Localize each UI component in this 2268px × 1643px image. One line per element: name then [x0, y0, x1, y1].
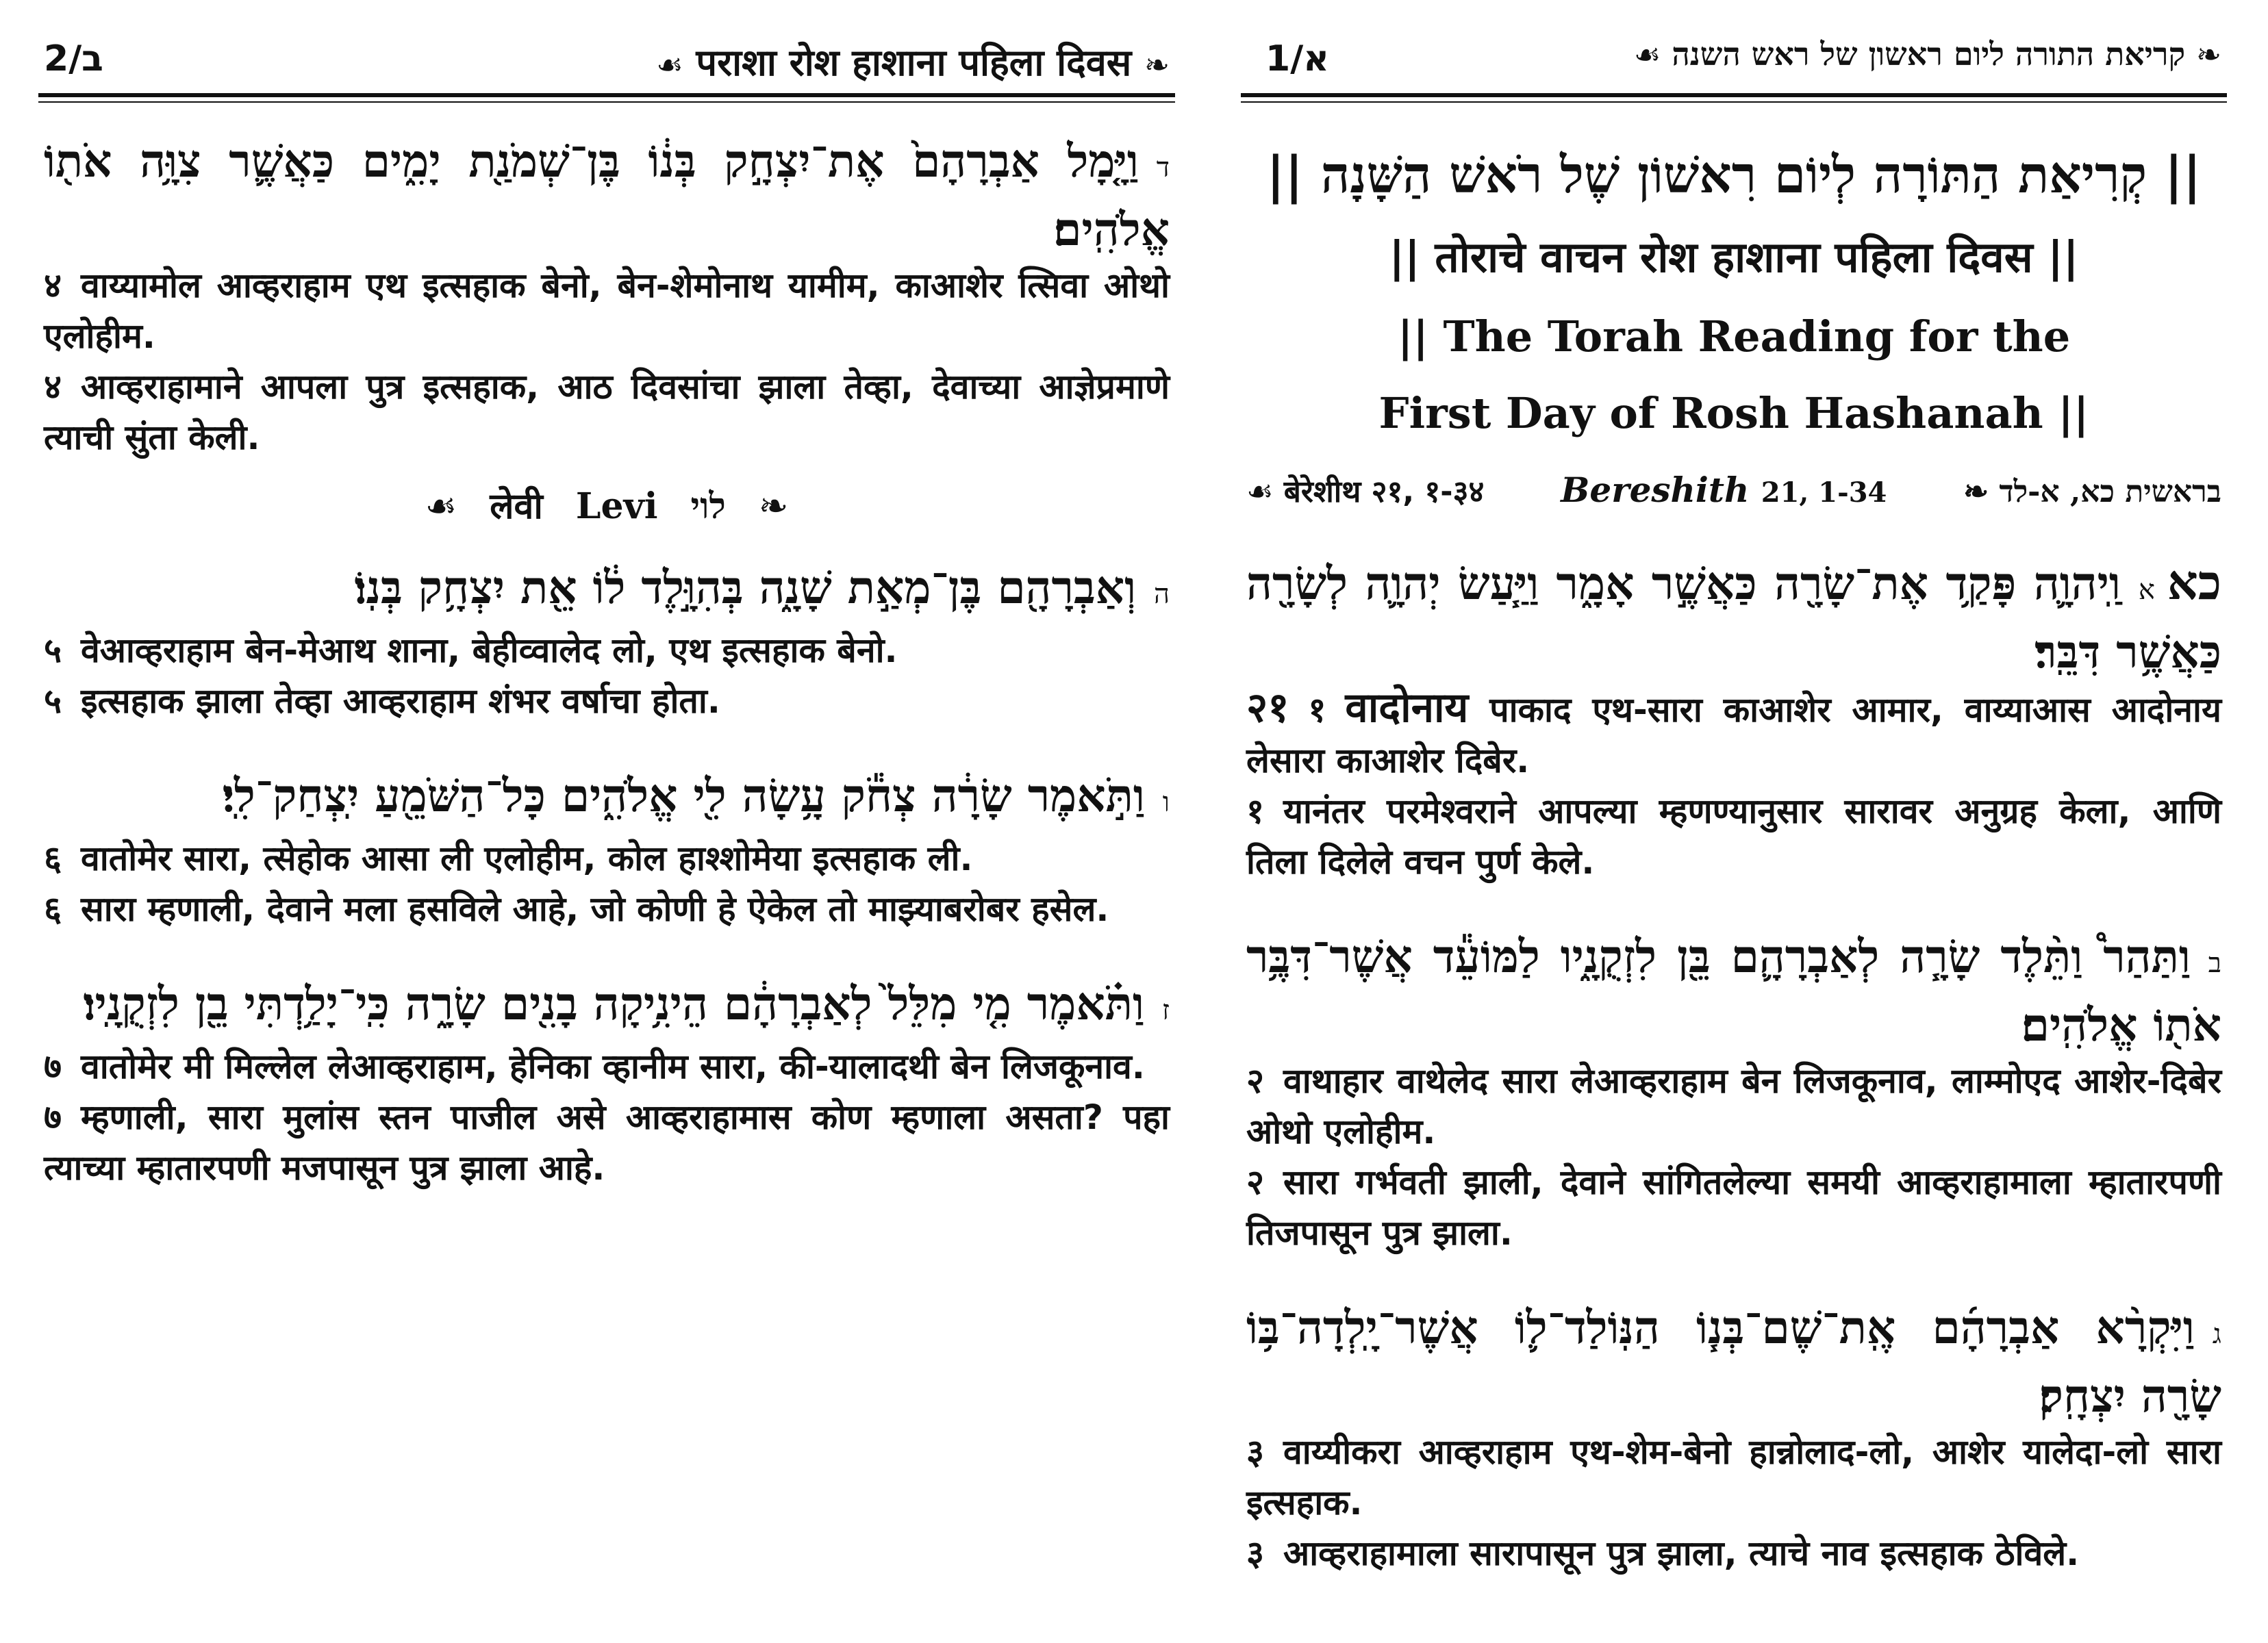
ornament-icon: ❧ [1963, 474, 2000, 509]
title-hebrew: || קְרִיאַת הַתּוֹרָה לְיוֹם רִאשׁוֹן שֶׁל רֹאשׁ הַשָּׁנָה || [1266, 146, 2202, 205]
page-number: א/1 [1265, 38, 1330, 79]
translation: २ सारा गर्भवती झाली, देवाने सांगितलेल्या समयी आव्हराहामाला म्हातारपणी तिजपासून पुत्र झाला. [1246, 1162, 2221, 1253]
verse-number: ६ [44, 839, 62, 878]
hebrew-verse-number: ד [1156, 152, 1170, 183]
transliteration: २१ १ वादोनाय पाकाद एथ-सारा काआशेर आमार, वाय्याआस आदोनाय लेसारा काआशेर दिबेर. [1246, 684, 2221, 780]
running-title: ☙ पराशा रोश हाशाना पहिला दिवस ❧ [656, 41, 1170, 84]
title-english-line-2: First Day of Rosh Hashanah || [1378, 388, 2089, 438]
ornament-icon: ❧ [1144, 48, 1170, 83]
translation: ४ आव्हराहामाने आपला पुत्र इत्सहाक, आठ दिवसांचा झाला तेव्हा, देवाच्या आज्ञेप्रमाणे त्याची सुंता केली. [44, 367, 1170, 457]
hebrew-verse-number: ז [1161, 995, 1170, 1026]
transliteration: ५ वेआव्हराहाम बेन-मेआथ शाना, बेहीव्वालेद लो, एथ इत्सहाक बेनो. [44, 631, 898, 670]
ornament-icon: ☙ [656, 48, 683, 83]
translation: ५ इत्सहाक झाला तेव्हा आव्हराहाम शंभर वर्षाचा होता. [44, 681, 720, 721]
hebrew-verse: כאאוַֽיהוָ֛ה פָּקַ֥ד אֶת־שָׂרָ֖ה כַּאֲשֶׁ֣ר אָמָ֑ר וַיַּ֧עַשׂ יְהוָ֛ה לְשָׂרָ֖ה כַּאֲשֶׁ֥ר דִּבֵּֽר׃ [1246, 554, 2221, 678]
verse-block [1246, 926, 2221, 1258]
verse-block [44, 973, 1170, 1193]
reference-marathi: बेरेशीथ २१, १-३४ [1283, 474, 1485, 509]
header-rule [38, 93, 1175, 97]
verse-number: ५ [44, 631, 62, 670]
hebrew-verse-number: א [2138, 574, 2155, 606]
page-number: ב/2 [44, 38, 103, 79]
right-page [1241, 0, 2227, 1643]
transliteration: ७ वातोमेर मी मिल्लेल लेआव्हराहाम, हेनिका व्हानीम सारा, की-यालादथी बेन लिजकूनाव. [44, 1047, 1145, 1086]
left-page [38, 0, 1175, 1643]
verse-block [1246, 552, 2221, 887]
transliteration: २ वाथाहार वाथेलेद सारा लेआव्हराहाम बेन लिजकूनाव, लाम्मोएद आशेर-दिबेर ओथो एलोहीम. [1246, 1061, 2221, 1151]
verse-number: ३ [1246, 1533, 1264, 1573]
translation: ६ सारा म्हणाली, देवाने मला हसविले आहे, जो कोणी हे ऐकेल तो माझ्याबरोबर हसेल. [44, 889, 1109, 929]
verse-number: ७ [44, 1047, 62, 1086]
transliteration: ६ वातोमेर सारा, त्सेहोक आसा ली एलोहीम, कोल हाश्शोमेया इत्सहाक ली. [44, 839, 973, 878]
verse-block [44, 557, 1170, 726]
hebrew-verse: גוַיִּקְרָ֨א אַבְרָהָ֜ם אֶֽת־שֶׁם־בְּנ֧וֹ הַנּֽוֹלַד־ל֛וֹ אֲשֶׁר־יָֽלְדָה־בּ֥וֹ שָׂרָ֖ה יִצְחָֽק׃ [1246, 1301, 2221, 1423]
verse-number: ७ [44, 1097, 62, 1137]
left-content [44, 130, 1170, 1193]
hebrew-verse-number: ו [1162, 787, 1170, 818]
chapter-number-hebrew: כא [2167, 554, 2221, 611]
hebrew-verse: הוְאַבְרָהָ֖ם בֶּן־מְאַ֣ת שָׁנָ֑ה בְּהִוָּ֣לֶד ל֔וֹ אֵ֖ת יִצְחָ֥ק בְּנֽוֹ׃ [354, 561, 1170, 614]
hebrew-verse-number: ב [2208, 947, 2221, 979]
reference-hebrew: בראשית כא, א-לד [1999, 474, 2221, 509]
transliteration: ४ वाय्यामोल आव्हराहाम एथ इत्सहाक बेनो, बेन-शेमोनाथ यामीम, काआशेर त्सिवा ओथो एलोहीम. [44, 266, 1170, 356]
verse-number: ६ [44, 889, 62, 929]
verse-number: १ [1308, 690, 1326, 730]
transliteration: ३ वाय्यीकरा आव्हराहाम एथ-शेम-बेनो हान्नोलाद-लो, आशेर यालेदा-लो सारा इत्सहाक. [1246, 1432, 2221, 1523]
hebrew-verse: בוַתַּהַר֩ וַתֵּ֨לֶד שָׂרָ֧ה לְאַבְרָהָ֛ם בֵּ֖ן לִזְקֻנָ֑יו לַמּוֹעֵ֕ד אֲשֶׁר־דִּבֶּ֥ר אֹת֖וֹ אֱלֹהִֽים׃ [1246, 930, 2221, 1052]
verse-block [44, 130, 1170, 463]
verse-number: २ [1246, 1162, 1264, 1202]
chapter-number: २१ [1246, 684, 1289, 732]
running-title: ☙ קריאת התורה ליום ראשון של ראש השנה ❧ [1633, 36, 2221, 73]
header-rule [38, 101, 1175, 103]
ornament-icon: ☙ [1246, 474, 1284, 509]
title-english-line-1: || The Torah Reading for the [1397, 311, 2071, 361]
verse-number: ३ [1246, 1432, 1264, 1472]
running-head [38, 27, 1175, 93]
verse-number: ४ [44, 367, 62, 407]
translation: ३ आव्हराहामाला सारापासून पुत्र झाला, त्याचे नाव इत्सहाक ठेविले. [1246, 1533, 2080, 1573]
verse-number: ४ [44, 266, 62, 305]
right-content [1246, 134, 2221, 1579]
ornament-icon: ❧ [758, 486, 789, 527]
translation: ७ म्हणाली, सारा मुलांस स्तन पाजील असे आव्हराहामास कोण म्हणाला असता? पहा त्याच्या म्हातारपणी मजपासून पुत्र झाला आहे. [44, 1097, 1170, 1188]
scripture-reference [1246, 470, 2221, 511]
hebrew-verse: ווַתֹּ֣אמֶר שָׂרָ֔ה צְחֹ֕ק עָ֥שָׂה לִ֖י אֱלֹהִ֑ים כָּל־הַשֹּׁמֵ֖עַ יִֽצְחַק־לִֽי׃ [222, 769, 1170, 822]
ornament-icon: ☙ [1633, 38, 1661, 73]
title-marathi: || तोराचे वाचन रोश हाशाना पहिला दिवस || [1389, 232, 2079, 282]
header-rule [1241, 93, 2227, 97]
hebrew-verse-number: ה [1153, 578, 1170, 610]
running-head [1241, 27, 2227, 93]
ornament-icon: ☙ [425, 486, 457, 527]
header-rule [1241, 101, 2227, 103]
hebrew-verse-number: ג [2212, 1319, 2221, 1350]
verse-block [44, 765, 1170, 934]
first-word: वादोनाय [1345, 684, 1469, 732]
verse-block [1246, 1297, 2221, 1579]
verse-number: २ [1246, 1061, 1264, 1101]
verse-number: ५ [44, 681, 62, 721]
hebrew-verse: זוַתֹּ֗אמֶר מִ֤י מִלֵּל֙ לְאַבְרָהָ֔ם הֵינִ֥יקָה בָנִ֖ים שָׂרָ֑ה כִּֽי־יָלַ֥דְתִּי בֵ֖ן לִזְקֻנָֽיו׃ [83, 977, 1170, 1030]
translation: १ यानंतर परमेश्वराने आपल्या म्हणण्यानुसार सारावर अनुग्रह केला, आणि तिला दिलेले वचन पुर्ण केले. [1246, 791, 2221, 882]
ornament-icon: ❧ [2196, 38, 2221, 73]
verse-number: १ [1246, 791, 1264, 831]
hebrew-verse: דוַיָּ֤מָל אַבְרָהָם֙ אֶת־יִצְחָ֣ק בְּנ֔וֹ בֶּן־שְׁמֹנַ֖ת יָמִ֑ים כַּאֲשֶׁ֛ר צִוָּ֥ה אֹת֖וֹ אֱלֹהִֽים׃ [44, 134, 1170, 256]
reading-title [1246, 134, 2221, 452]
aliyah-divider: ☙ लेवी Levi לוי ❧ [425, 485, 789, 527]
reference-english: Bereshith 21, 1-34 [1561, 470, 1887, 510]
